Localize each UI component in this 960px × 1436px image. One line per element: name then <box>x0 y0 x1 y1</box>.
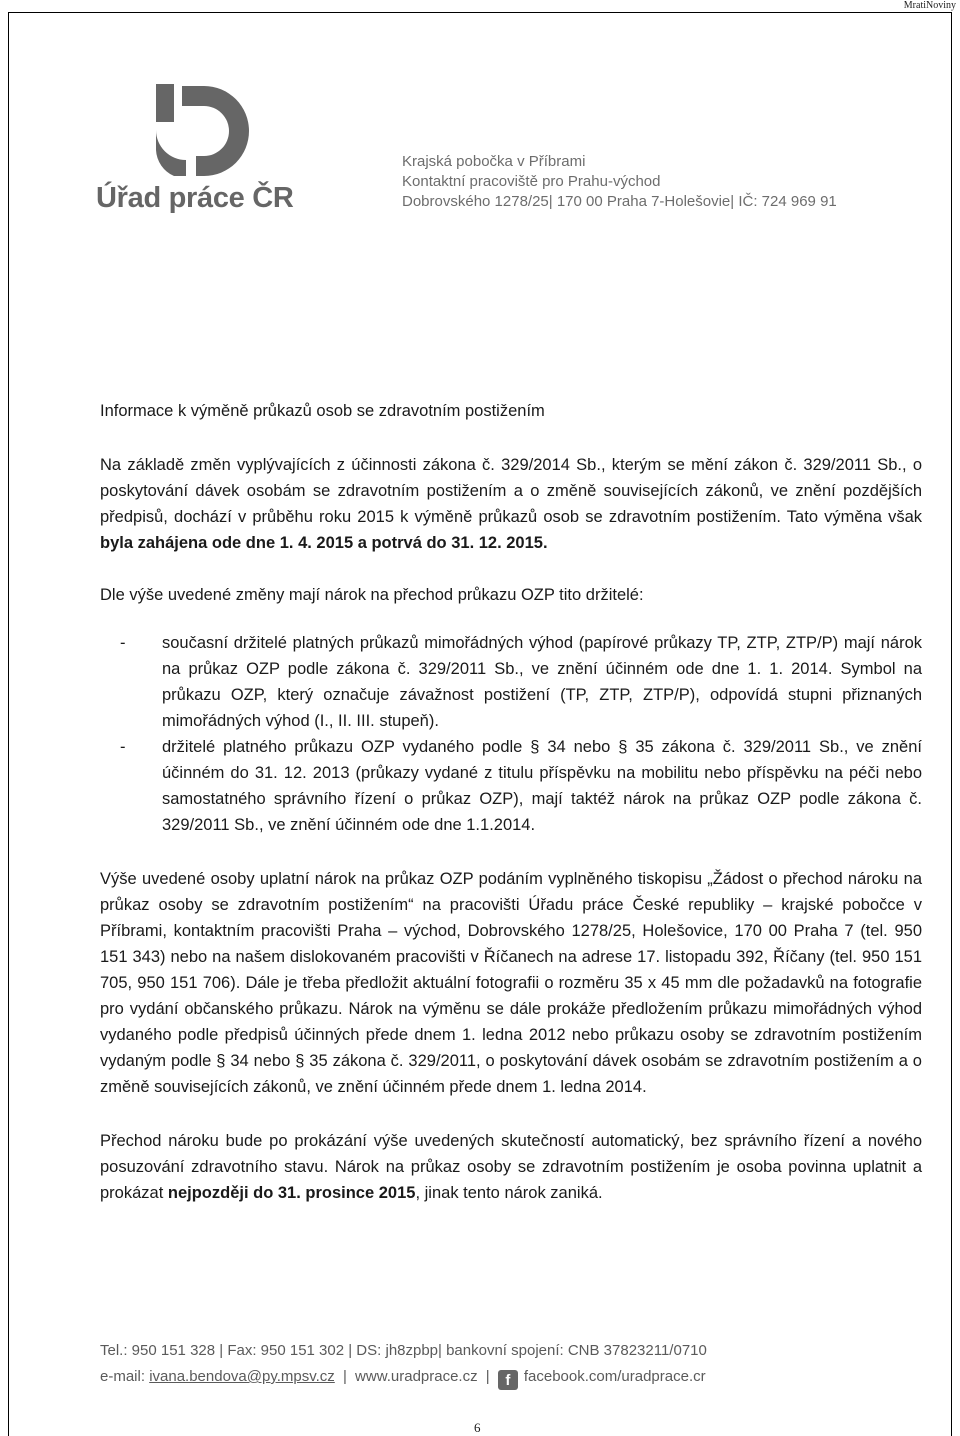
intro-text: Na základě změn vyplývajících z účinnosti zákona č. 329/2014 Sb., kterým se mění zákon č. 329/2011 Sb., o poskytování dávek osobám se zdravotním postižením a o změně souvisejících zákonů, ve znění pozdějších předpisů, dochází v průběhu roku 2015 k výměně průkazů osob se zdravotním postižením. Tato výměna však <box>100 456 922 526</box>
intro-paragraph <box>100 452 922 556</box>
website-link[interactable]: www.uradprace.cz <box>355 1368 478 1385</box>
footer-contact-line: Tel.: 950 151 328 | Fax: 950 151 302 | DS: jh8zpbp| bankovní spojení: CNB 37823211/0710 <box>100 1342 707 1359</box>
list-item <box>100 630 922 734</box>
closing-deadline: nejpozději do 31. prosince 2015 <box>167 1184 416 1202</box>
eligibility-heading: Dle výše uvedené změny mají nárok na přechod průkazu OZP tito držitelé: <box>100 586 644 604</box>
page-number: 6 <box>474 1420 481 1435</box>
logo-mark-icon <box>154 82 264 182</box>
eligibility-list <box>100 630 922 838</box>
logo-text: Úřad práce ČR <box>96 182 294 214</box>
corner-label: MratiNoviny <box>903 0 956 11</box>
closing-paragraph <box>100 1128 922 1206</box>
footer-links <box>100 1368 706 1390</box>
separator: | <box>485 1368 490 1385</box>
facebook-icon: f <box>498 1370 518 1390</box>
list-item-text: držitelé platného průkazu OZP vydaného podle § 34 nebo § 35 zákona č. 329/2011 Sb., ve znění účinném do 31. 12. 2013 (průkazy vydané z titulu příspěvku na mobilitu nebo příspěvku na péči nebo samostatného správního řízení o průkaz OZP), mají taktéž nárok na průkaz OZP podle zákona č. 329/2011 Sb., ve znění účinném ode dne 1.1.2014. <box>162 738 922 834</box>
email-link[interactable]: ivana.bendova@py.mpsv.cz <box>149 1368 335 1385</box>
address-line: Krajská pobočka v Příbrami <box>402 153 586 170</box>
list-item <box>100 734 922 838</box>
address-line: Dobrovského 1278/25| 170 00 Praha 7-Holešovie| IČ: 724 969 91 <box>402 193 837 210</box>
list-dash: - <box>120 634 126 652</box>
logo <box>96 82 296 222</box>
intro-bold-dates: byla zahájena ode dne 1. 4. 2015 a potrvá do 31. 12. 2015. <box>100 534 548 552</box>
list-dash: - <box>120 738 126 756</box>
closing-text-end: , jinak tento nárok zaniká. <box>415 1184 603 1202</box>
separator: | <box>342 1368 347 1385</box>
email-label: e-mail: <box>100 1368 150 1385</box>
list-item-text: současní držitelé platných průkazů mimořádných výhod (papírové průkazy TP, ZTP, ZTP/P) mají nárok na průkaz OZP podle zákona č. 329/2011 Sb., ve znění účinném ode dne 1. 1. 2014. Symbol na průkazu OZP, který označuje závažnost postižení (TP, ZTP, ZTP/P), odpovídá stupni přiznaných mimořádných výhod (I., II. III. stupeň). <box>162 634 922 730</box>
facebook-link[interactable]: facebook.com/uradprace.cr <box>523 1368 706 1385</box>
address-block <box>402 152 837 212</box>
address-line: Kontaktní pracoviště pro Prahu-východ <box>402 173 661 190</box>
document-title: Informace k výměně průkazů osob se zdravotním postižením <box>100 402 545 420</box>
closing-text: Přechod nároku bude po prokázání výše uvedených skutečností automatický, bez správního řízení a nového posuzování zdravotního stavu. Nárok na průkaz osoby se zdravotním postižením je osoba povinna uplatnit a prokázat <box>100 1132 922 1202</box>
application-paragraph: Výše uvedené osoby uplatní nárok na průkaz OZP podáním vyplněného tiskopisu „Žádost o přechod nároku na průkaz osoby se zdravotním postižením“ na pracovišti Úřadu práce České republiky – krajské pobočce v Příbrami, kontaktním pracovišti Praha – východ, Dobrovského 1278/25, Holešovice, 170 00 Praha 7 (tel. 950 151 343) nebo na našem dislokovaném pracovišti v Říčanech na adrese 17. listopadu 392, Říčany (tel. 950 151 705, 950 151 706). Dále je třeba předložit aktuální fotografii o rozměru 35 x 45 mm dle požadavků na fotografie pro vydání občanského průkazu. Nárok na výměnu se dále prokáže předložením průkazu mimořádných výhod vydaného podle předpisů účinných přede dnem 1. ledna 2012 nebo průkazu osoby se zdravotním postižením vydaným podle § 34 nebo § 35 zákona č. 329/2011, o poskytování dávek osobám se zdravotním postižením a o změně souvisejících zákonů, ve znění účinném přede dnem 1. ledna 2014. <box>100 870 922 1096</box>
